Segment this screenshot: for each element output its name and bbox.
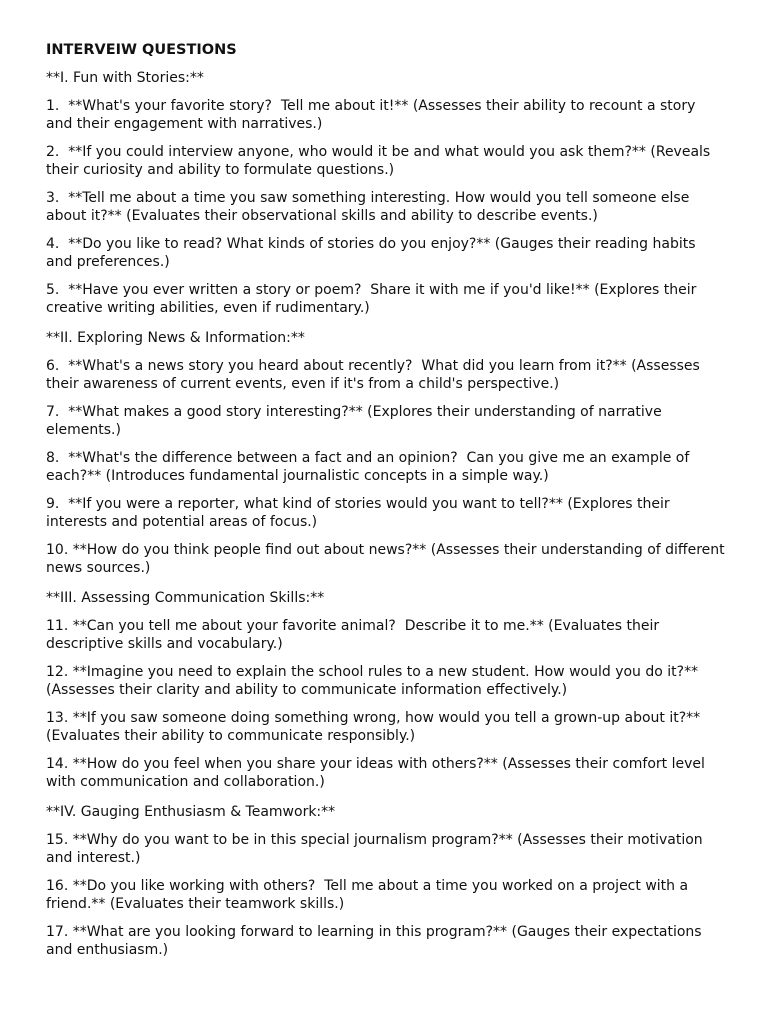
question-item: 3. **Tell me about a time you saw something interesting. How would you tell someone else about it?** (Evaluates their observational skills and ability to describe events.) [46, 190, 694, 224]
section-enthusiasm-teamwork [46, 803, 726, 959]
document-page [46, 41, 730, 969]
section-heading: **II. Exploring News & Information:** [46, 330, 305, 346]
question-item: 12. **Imagine you need to explain the school rules to a new student. How would you do it?** (Assesses their clarity and ability to communicate information effectively.) [46, 664, 703, 698]
question-item: 1. **What's your favorite story? Tell me about it!** (Assesses their ability to recount a story and their engagement with narratives.) [46, 98, 700, 132]
question-item: 11. **Can you tell me about your favorite animal? Describe it to me.** (Evaluates their descriptive skills and vocabulary.) [46, 618, 664, 652]
section-heading: **I. Fun with Stories:** [46, 70, 204, 86]
question-item: 2. **If you could interview anyone, who would it be and what would you ask them?** (Reveals their curiosity and ability to formulate questions.) [46, 144, 715, 178]
question-item: 14. **How do you feel when you share your ideas with others?** (Assesses their comfort level with communication and collaboration.) [46, 756, 710, 790]
question-item: 7. **What makes a good story interesting?** (Explores their understanding of narrative elements.) [46, 404, 667, 438]
section-fun-with-stories [46, 69, 726, 317]
question-item: 4. **Do you like to read? What kinds of stories do you enjoy?** (Gauges their reading habits and preferences.) [46, 236, 700, 270]
question-item: 6. **What's a news story you heard about recently? What did you learn from it?** (Assesses their awareness of current events, even if it's from a child's perspective.) [46, 358, 705, 392]
section-heading: **III. Assessing Communication Skills:** [46, 590, 325, 606]
section-exploring-news [46, 329, 730, 577]
question-item: 5. **Have you ever written a story or poem? Share it with me if you'd like!** (Explores their creative writing abilities, even if rudimentary.) [46, 282, 701, 316]
section-heading: **IV. Gauging Enthusiasm & Teamwork:** [46, 804, 336, 820]
question-item: 10. **How do you think people find out about news?** (Assesses their understanding of different news sources.) [46, 542, 730, 576]
question-item: 16. **Do you like working with others? Tell me about a time you worked on a project with a friend.** (Evaluates their teamwork skills.) [46, 878, 693, 912]
question-item: 17. **What are you looking forward to learning in this program?** (Gauges their expectations and enthusiasm.) [46, 924, 707, 958]
question-item: 9. **If you were a reporter, what kind of stories would you want to tell?** (Explores their interests and potential areas of focus.) [46, 496, 675, 530]
question-item: 15. **Why do you want to be in this special journalism program?** (Assesses their motivation and interest.) [46, 832, 708, 866]
section-communication-skills [46, 589, 726, 791]
question-item: 8. **What's the difference between a fact and an opinion? Can you give me an example of each?** (Introduces fundamental journalistic concepts in a simple way.) [46, 450, 694, 484]
question-item: 13. **If you saw someone doing something wrong, how would you tell a grown-up about it?** (Evaluates their ability to communicate responsibly.) [46, 710, 705, 744]
document-title: INTERVEIW QUESTIONS [46, 42, 237, 58]
